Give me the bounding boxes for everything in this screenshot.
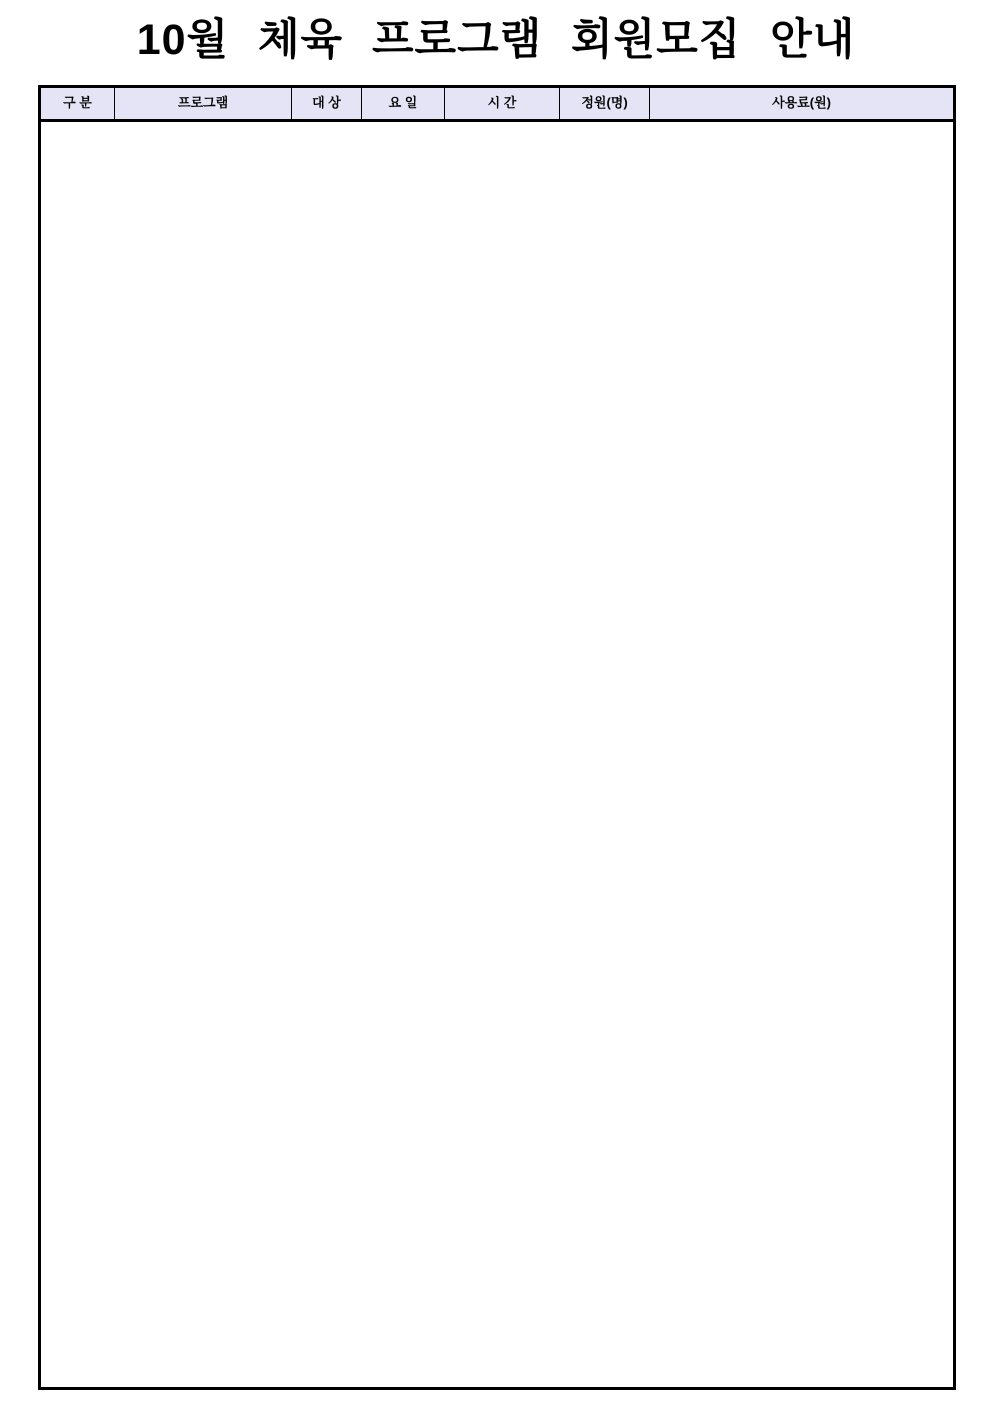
table-row xyxy=(40,311,955,332)
table-row xyxy=(40,860,955,881)
table-row xyxy=(40,353,955,374)
table-row xyxy=(40,1219,955,1240)
table-header-row xyxy=(40,87,955,121)
table-row xyxy=(40,987,955,1008)
table-row xyxy=(40,923,955,944)
table-row xyxy=(40,670,955,691)
table-row xyxy=(40,395,955,416)
table-row xyxy=(40,733,955,754)
table-row xyxy=(40,1240,955,1261)
table-row xyxy=(40,1050,955,1071)
table-row xyxy=(40,839,955,860)
header-cell: 구 분 xyxy=(40,87,115,121)
table-row xyxy=(40,268,955,289)
table-row xyxy=(40,184,955,205)
table-row xyxy=(40,247,955,268)
header-cell: 정원(명) xyxy=(560,87,650,121)
header-cell: 사용료(원) xyxy=(650,87,955,121)
table-row xyxy=(40,416,955,437)
header-cell: 프로그램 xyxy=(115,87,292,121)
table-row xyxy=(40,226,955,247)
table-row xyxy=(40,649,955,670)
table-row xyxy=(40,628,955,649)
table-row xyxy=(40,1177,955,1198)
table-row xyxy=(40,1092,955,1113)
table-row xyxy=(40,290,955,311)
table-row xyxy=(40,1282,955,1303)
table-row xyxy=(40,966,955,987)
program-table xyxy=(38,85,956,1390)
header-cell: 요 일 xyxy=(362,87,445,121)
page-title: 10월 체육 프로그램 회원모집 안내 xyxy=(136,16,856,64)
table-row xyxy=(40,205,955,226)
header-cell: 시 간 xyxy=(445,87,560,121)
table-row xyxy=(40,332,955,353)
table-row xyxy=(40,585,955,606)
table-row xyxy=(40,881,955,902)
table-row xyxy=(40,1135,955,1156)
table-row xyxy=(40,501,955,522)
table-row xyxy=(40,775,955,796)
table-row xyxy=(40,522,955,543)
table-row xyxy=(40,1029,955,1050)
header-cell: 대 상 xyxy=(292,87,362,121)
table-row xyxy=(40,564,955,585)
table-row xyxy=(40,1304,955,1325)
table-row xyxy=(40,754,955,775)
table-row xyxy=(40,797,955,818)
table-row xyxy=(40,1367,955,1389)
table-row xyxy=(40,163,955,184)
table-row xyxy=(40,1325,955,1346)
table-row xyxy=(40,437,955,458)
table-row xyxy=(40,712,955,733)
table-row xyxy=(40,459,955,480)
table-row xyxy=(40,142,955,163)
table-row xyxy=(40,121,955,142)
table-row xyxy=(40,691,955,712)
table-row xyxy=(40,374,955,395)
table-row xyxy=(40,1261,955,1282)
table-body xyxy=(40,121,955,1389)
table-row xyxy=(40,1071,955,1092)
table-row xyxy=(40,818,955,839)
table-row xyxy=(40,1156,955,1177)
table-row xyxy=(40,1198,955,1219)
table-row xyxy=(40,902,955,923)
table-row xyxy=(40,480,955,501)
table-row xyxy=(40,606,955,627)
table-row xyxy=(40,1008,955,1029)
table-row xyxy=(40,944,955,965)
table-row xyxy=(40,1346,955,1367)
table-row xyxy=(40,1113,955,1134)
table-row xyxy=(40,543,955,564)
